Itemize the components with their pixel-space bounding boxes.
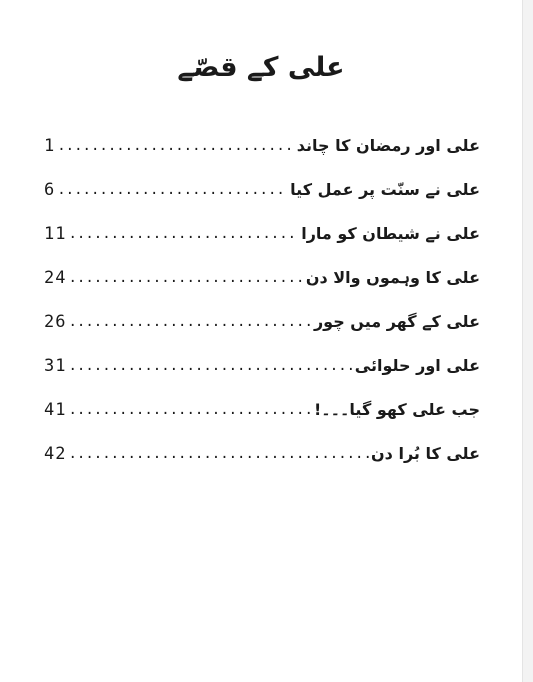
- page-edge: [522, 0, 533, 682]
- toc-page-number: 31: [44, 356, 67, 376]
- toc-dot-leader: [68, 300, 311, 344]
- toc-entry-title: علی اور رمضان کا چاند: [296, 136, 480, 155]
- toc-dot-leader: [68, 344, 352, 388]
- toc-dot-leader: [57, 168, 288, 212]
- toc-entry-title: علی کا وہموں والا دن: [305, 268, 480, 287]
- table-of-contents: [44, 124, 480, 476]
- toc-entry[interactable]: [44, 256, 480, 300]
- toc-page-number: 26: [44, 312, 67, 332]
- toc-entry[interactable]: [44, 388, 480, 432]
- toc-page-number: 24: [44, 268, 67, 288]
- toc-entry[interactable]: [44, 168, 480, 212]
- toc-entry-title: جب علی کھو گیا۔۔۔!: [314, 400, 480, 419]
- toc-entry[interactable]: [44, 300, 480, 344]
- toc-entry-title: علی نے سنّت پر عمل کیا: [290, 180, 480, 199]
- toc-entry[interactable]: [44, 124, 480, 168]
- toc-entry[interactable]: [44, 432, 480, 476]
- toc-page-number: 6: [44, 180, 56, 200]
- toc-entry[interactable]: [44, 212, 480, 256]
- toc-page-number: 1: [44, 136, 56, 156]
- toc-dot-leader: [68, 388, 312, 432]
- toc-entry-title: علی اور حلوائی: [354, 356, 480, 375]
- toc-dot-leader: [57, 124, 295, 168]
- toc-entry-title: علی کے گھر میں چور: [313, 312, 480, 331]
- toc-entry-title: علی نے شیطان کو مارا: [301, 224, 480, 243]
- toc-entry-title: علی کا بُرا دن: [371, 444, 480, 463]
- toc-page-number: 42: [44, 444, 67, 464]
- toc-dot-leader: [68, 256, 303, 300]
- page-title: علی کے قصّے: [177, 52, 345, 83]
- toc-page-number: 11: [44, 224, 67, 244]
- toc-dot-leader: [68, 432, 369, 476]
- toc-page-number: 41: [44, 400, 67, 420]
- toc-dot-leader: [68, 212, 299, 256]
- toc-entry[interactable]: [44, 344, 480, 388]
